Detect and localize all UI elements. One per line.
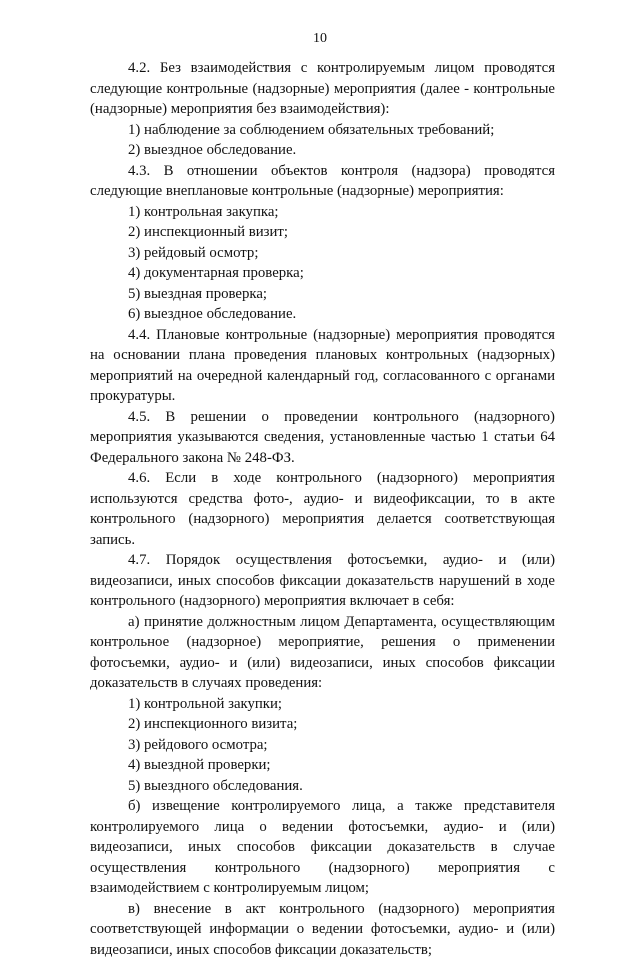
- paragraph-4-2: 4.2. Без взаимодействия с контролируемым лицом проводятся следующие контрольные (надзорные) мероприятия (далее - контрольные (надзорные) мероприятия без взаимодействия):: [90, 58, 555, 120]
- paragraph-4-5: 4.5. В решении о проведении контрольного (надзорного) мероприятия указываются сведения, установленные частью 1 статьи 64 Федерального закона № 248-ФЗ.: [90, 407, 555, 469]
- list-item: 1) контрольной закупки;: [90, 694, 555, 715]
- list-item: 2) инспекционный визит;: [90, 222, 555, 243]
- list-item: 2) выездное обследование.: [90, 140, 555, 161]
- list-item: 4) выездной проверки;: [90, 755, 555, 776]
- list-item: 3) рейдовый осмотр;: [90, 243, 555, 264]
- subparagraph-v: в) внесение в акт контрольного (надзорного) мероприятия соответствующей информации о ведении фотосъемки, аудио- и (или) видеозаписи, иных способов фиксации доказательств;: [90, 899, 555, 960]
- paragraph-4-7: 4.7. Порядок осуществления фотосъемки, аудио- и (или) видеозаписи, иных способов фиксации доказательств нарушений в ходе контрольного (надзорного) мероприятия включает в себя:: [90, 550, 555, 612]
- subparagraph-b: б) извещение контролируемого лица, а также представителя контролируемого лица о ведении фотосъемки, аудио- и (или) видеозаписи, иных способов фиксации доказательств в случае осуществления контрольного (надзорного) мероприятия с взаимодействием с контролируемым лицом;: [90, 796, 555, 899]
- subparagraph-a: а) принятие должностным лицом Департамента, осуществляющим контрольное (надзорное) мероприятие, решения о применении фотосъемки, аудио- и (или) видеозаписи, иных способов фиксации доказательств в случаях проведения:: [90, 612, 555, 694]
- list-item: 3) рейдового осмотра;: [90, 735, 555, 756]
- list-item: 2) инспекционного визита;: [90, 714, 555, 735]
- paragraph-4-6: 4.6. Если в ходе контрольного (надзорного) мероприятия используются средства фото-, аудио- и видеофиксации, то в акте контрольного (надзорного) мероприятия делается соответствующая запись.: [90, 468, 555, 550]
- document-body: [90, 58, 555, 960]
- list-item: 5) выездная проверка;: [90, 284, 555, 305]
- paragraph-4-3: 4.3. В отношении объектов контроля (надзора) проводятся следующие внеплановые контрольные (надзорные) мероприятия:: [90, 161, 555, 202]
- list-item: 1) контрольная закупка;: [90, 202, 555, 223]
- page-number: 10: [0, 31, 640, 47]
- list-item: 5) выездного обследования.: [90, 776, 555, 797]
- list-item: 6) выездное обследование.: [90, 304, 555, 325]
- paragraph-4-4: 4.4. Плановые контрольные (надзорные) мероприятия проводятся на основании плана проведения плановых контрольных (надзорных) мероприятий на очередной календарный год, согласованного с органами прокуратуры.: [90, 325, 555, 407]
- list-item: 4) документарная проверка;: [90, 263, 555, 284]
- list-item: 1) наблюдение за соблюдением обязательных требований;: [90, 120, 555, 141]
